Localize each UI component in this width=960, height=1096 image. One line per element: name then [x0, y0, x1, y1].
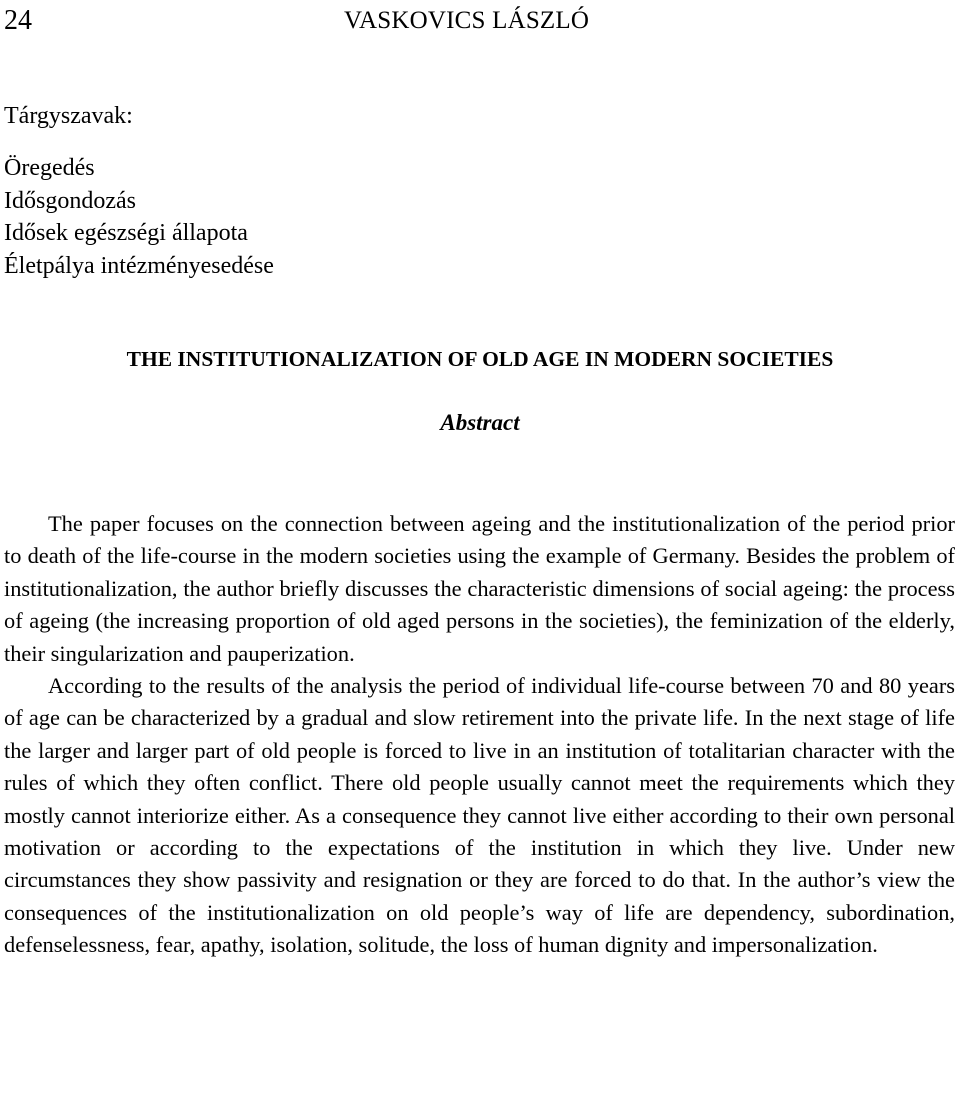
keyword-item: Idősgondozás [4, 187, 136, 214]
running-title-author: VASKOVICS LÁSZLÓ [344, 7, 590, 34]
abstract-heading: Abstract [440, 410, 520, 435]
abstract-paragraph: The paper focuses on the connection between ageing and the institutionalization of the period prior to death of the life-course in the modern societies using the example of Germany. Besides the problem of institutionalization, the author briefly discusses the characteristic dimensions of social ageing: the process of ageing (the increasing proportion of old aged persons in the societies), the feminization of the elderly, their singularization and pauperization. [4, 511, 955, 666]
abstract-body [4, 508, 955, 962]
keywords-section [4, 100, 604, 282]
running-header [0, 4, 960, 38]
keyword-item: Öregedés [4, 155, 95, 181]
keyword-item: Idősek egészségi állapota [4, 220, 248, 246]
keywords-heading: Tárgyszavak: [4, 103, 133, 129]
article-title: THE INSTITUTIONALIZATION OF OLD AGE IN MODERN SOCIETIES [126, 347, 834, 371]
keyword-item: Életpálya intézményesedése [4, 252, 274, 279]
keyword-list [4, 152, 604, 282]
page-number: 24 [4, 5, 32, 36]
abstract-paragraph: According to the results of the analysis the period of individual life-course between 70 and 80 years of age can be characterized by a gradual and slow retirement into the private life. In the next stage of life the larger and larger part of old people is forced to live in an institution of totalitarian character with the rules of which they often conflict. There old people usually cannot meet the requirements which they mostly cannot interiorize either. As a consequence they cannot live either according to their own personal motivation or according to the expectations of the institution in which they live. Under new circumstances they show passivity and resignation or they are forced to do that. In the author’s view the consequences of the institutionalization on old people’s way of life are dependency, subordination, defenselessness, fear, apathy, isolation, solitude, the loss of human dignity and impersonalization. [4, 673, 955, 958]
